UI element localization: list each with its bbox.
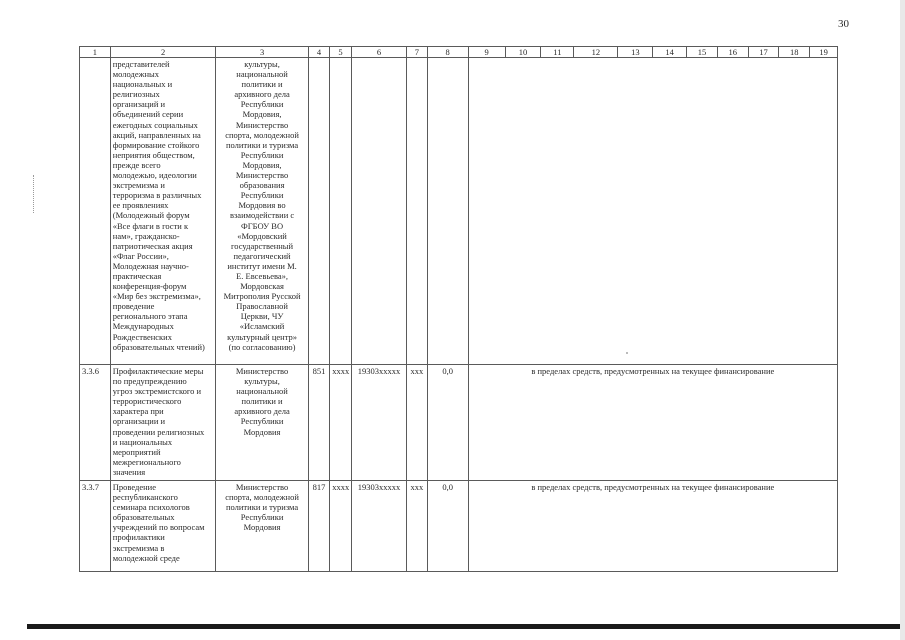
col-header: 16 — [717, 47, 748, 58]
text-line: мероприятий — [112, 446, 161, 457]
text-line: проведение — [112, 301, 155, 312]
text-line: взаимодействии с — [229, 210, 295, 221]
table-row — [80, 58, 838, 365]
executor — [216, 365, 308, 481]
measure-description — [110, 481, 216, 572]
text-line: терроризма в различных — [112, 190, 202, 201]
text-line: организаций и — [112, 99, 166, 110]
financing-note — [468, 58, 837, 365]
text-line: (по согласованию) — [228, 341, 296, 352]
cell-section — [330, 58, 352, 365]
text-line: учреждений по вопросам — [112, 522, 205, 533]
text-line: архивного дела — [234, 406, 290, 417]
col-header: 5 — [330, 47, 352, 58]
text-line: по предупреждению — [112, 376, 187, 387]
text-line: угроз экстремистского и — [112, 386, 202, 397]
col-header: 3 — [216, 47, 308, 58]
text-line: молодежных — [112, 69, 160, 80]
text-line: политики и — [241, 396, 283, 407]
item-number — [80, 58, 111, 365]
text-line: Рождественских — [112, 331, 172, 342]
text-line: государственный — [231, 240, 294, 251]
text-line: Мордовская — [240, 281, 284, 292]
text-line: экстремизма и — [112, 180, 165, 191]
text-line: Мордовия, — [242, 109, 282, 120]
text-line: межрегионального — [112, 456, 181, 467]
text-line: молодежной среде — [112, 552, 180, 563]
text-line: Е. Евсевьева», — [236, 270, 289, 281]
col-header: 13 — [618, 47, 653, 58]
col-header: 8 — [427, 47, 468, 58]
text-line: практическая — [112, 270, 162, 281]
executor — [216, 481, 308, 572]
program-table — [79, 46, 838, 572]
col-header: 14 — [653, 47, 687, 58]
cell-grbs: 817 — [308, 481, 330, 572]
text-line: Министерство — [235, 170, 289, 181]
text-line: образовательных чтений) — [112, 341, 205, 352]
col-header: 11 — [541, 47, 574, 58]
text-line: политики и — [241, 79, 283, 90]
text-line: спорта, молодежной — [225, 129, 299, 140]
text-line: «Флаг России», — [112, 250, 169, 261]
text-line: экстремизма в — [112, 542, 165, 553]
text-line: институт имени М. — [227, 260, 297, 271]
col-header: 6 — [351, 47, 406, 58]
text-line: Республики — [240, 99, 284, 110]
text-line: образования — [239, 180, 285, 191]
col-header: 4 — [308, 47, 330, 58]
text-line: Церкви, ЧУ — [240, 311, 284, 322]
cell-target: 19303ххххх — [351, 481, 406, 572]
scan-edge-bar — [27, 624, 905, 629]
cell-type: ххх — [407, 481, 428, 572]
col-header: 2 — [110, 47, 216, 58]
text-line: Республики — [240, 512, 284, 523]
financing-note: в пределах средств, предусмотренных на текущее финансирование — [468, 365, 837, 481]
table-row — [80, 481, 838, 572]
item-number: 3.3.7 — [80, 481, 111, 572]
item-number: 3.3.6 — [80, 365, 111, 481]
text-line: Православной — [236, 301, 288, 312]
cell-section: хххх — [330, 481, 352, 572]
table-row — [80, 365, 838, 481]
col-header: 7 — [407, 47, 428, 58]
text-line: «Мир без экстремизма», — [112, 291, 201, 302]
text-line: национальной — [236, 386, 288, 397]
text-line: Проведение — [112, 482, 156, 492]
text-line: акций, направленных на — [112, 129, 201, 140]
text-line: нам», гражданско- — [112, 230, 180, 241]
text-line: архивного дела — [234, 89, 290, 100]
text-line: Мордовия — [243, 522, 281, 533]
text-line: террористического — [112, 396, 182, 407]
cell-target: 19303ххххх — [351, 365, 406, 481]
col-header: 18 — [779, 47, 810, 58]
text-line: республиканского — [112, 492, 178, 503]
financing-note: в пределах средств, предусмотренных на текущее финансирование — [468, 481, 837, 572]
text-line: национальной — [236, 69, 288, 80]
cell-grbs: 851 — [308, 365, 330, 481]
text-line: организации и — [112, 416, 166, 427]
text-line: проведении религиозных — [112, 426, 205, 437]
text-line: формирование стойкого — [112, 139, 200, 150]
cell-type — [407, 58, 428, 365]
text-line: семинара психологов — [112, 502, 190, 513]
cell-amount: 0,0 — [427, 365, 468, 481]
text-line: Международных — [112, 321, 174, 332]
text-line: конференция-форум — [112, 281, 187, 292]
text-line: спорта, молодежной — [225, 492, 299, 503]
text-line: объединений серии — [112, 109, 184, 120]
column-numbers-row — [80, 47, 838, 58]
margin-mark — [33, 175, 35, 213]
page-number: 30 — [838, 18, 849, 30]
text-line: регионального этапа — [112, 311, 188, 322]
text-line: характера при — [112, 406, 164, 417]
text-line: «Все флаги в гости к — [112, 220, 189, 231]
col-header: 12 — [574, 47, 618, 58]
cell-target — [351, 58, 406, 365]
text-line: значения — [112, 466, 146, 477]
text-line: Министерство — [235, 366, 289, 376]
scan-edge-shadow — [900, 0, 905, 640]
text-line: неприятия обществом, — [112, 149, 195, 160]
text-line: молодежью, идеологии — [112, 170, 197, 181]
cell-type: ххх — [407, 365, 428, 481]
text-line: представителей — [112, 59, 170, 69]
text-line: культуры, — [244, 376, 280, 387]
text-line: Республики — [240, 190, 284, 201]
col-header: 15 — [687, 47, 718, 58]
col-header: 17 — [748, 47, 779, 58]
text-line: патриотическая акция — [112, 240, 193, 251]
measure-description — [110, 58, 216, 365]
text-line: Министерство — [235, 482, 289, 492]
text-line: педагогический — [233, 250, 291, 261]
text-line: Министерство — [235, 119, 289, 130]
text-line: религиозных — [112, 89, 160, 100]
text-line: Мордовия — [243, 426, 281, 437]
text-line: Профилактические меры — [112, 366, 204, 376]
text-line: «Мордовский — [237, 230, 287, 241]
text-line: национальных и — [112, 79, 173, 90]
text-line: культурный центр» — [227, 331, 298, 342]
text-line: «Исламский — [239, 321, 285, 332]
text-line: политики и туризма — [225, 139, 299, 150]
text-line: Митрополия Русской — [223, 291, 301, 302]
col-header: 10 — [505, 47, 541, 58]
col-header: 9 — [468, 47, 505, 58]
text-line: ФГБОУ ВО — [241, 220, 284, 231]
text-line: ежегодных социальных — [112, 119, 198, 130]
cell-section: хххх — [330, 365, 352, 481]
text-line: Республики — [240, 416, 284, 427]
text-line: прежде всего — [112, 159, 161, 170]
measure-description — [110, 365, 216, 481]
text-line: ее проявлениях — [112, 200, 169, 211]
text-line: Мордовия, — [242, 159, 282, 170]
text-line: политики и туризма — [225, 502, 299, 513]
cell-grbs — [308, 58, 330, 365]
text-line: культуры, — [244, 59, 280, 69]
text-line: (Молодежный форум — [112, 210, 190, 221]
text-line: профилактики — [112, 532, 165, 543]
text-line: образовательных — [112, 512, 175, 523]
col-header: 1 — [80, 47, 111, 58]
executor — [216, 58, 308, 365]
text-line: Республики — [240, 149, 284, 160]
cell-amount — [427, 58, 468, 365]
text-line: Молодежная научно- — [112, 260, 189, 271]
col-header: 19 — [810, 47, 838, 58]
text-line: и национальных — [112, 436, 173, 447]
cell-amount: 0,0 — [427, 481, 468, 572]
text-line: Мордовия во — [238, 200, 286, 211]
